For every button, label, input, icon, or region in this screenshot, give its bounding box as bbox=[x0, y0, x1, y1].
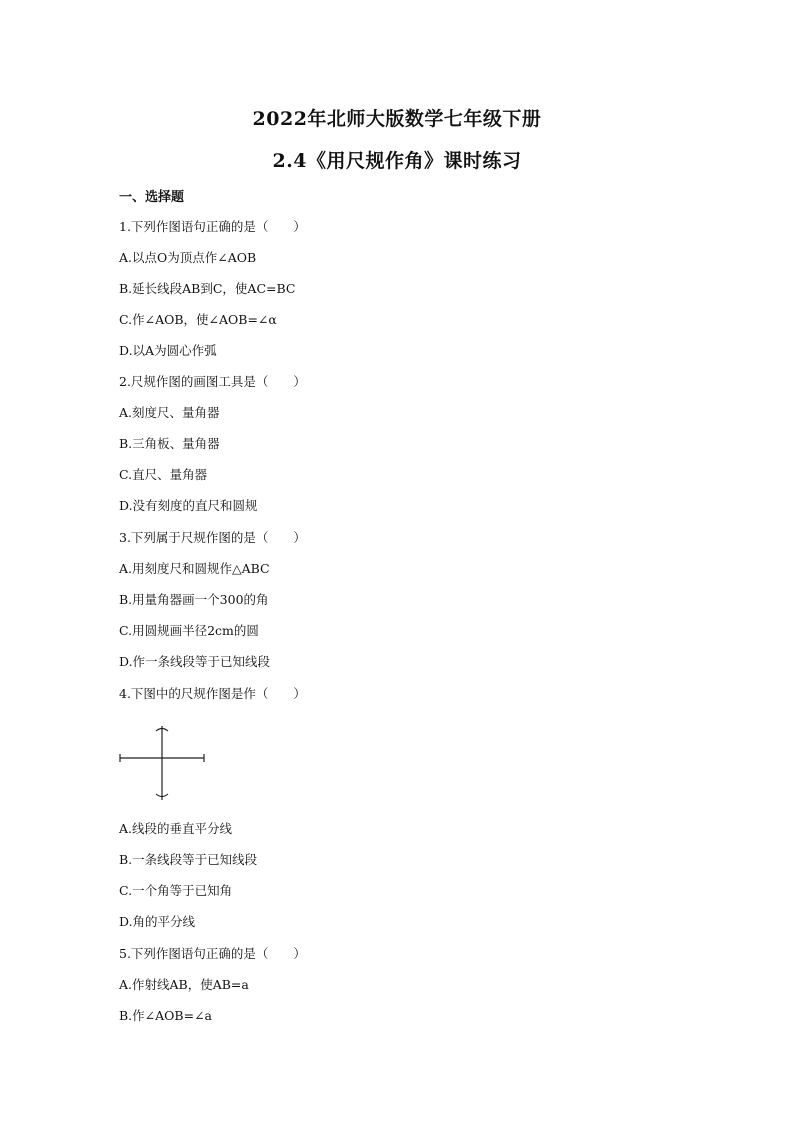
perpendicular-bisector-figure-icon bbox=[116, 714, 208, 806]
question-3-option-c: C.用圆规画半径2cm的圆 bbox=[119, 623, 259, 638]
section-heading: 一、选择题 bbox=[119, 190, 185, 205]
question-1-option-d: D.以A为圆心作弧 bbox=[119, 343, 217, 358]
question-3-option-a: A.用刻度尺和圆规作△ABC bbox=[119, 561, 270, 576]
question-3-option-d: D.作一条线段等于已知线段 bbox=[119, 654, 271, 669]
question-3-option-b: B.用量角器画一个300的角 bbox=[119, 592, 269, 607]
question-4-option-a: A.线段的垂直平分线 bbox=[119, 821, 233, 836]
question-4-option-b: B.一条线段等于已知线段 bbox=[119, 852, 258, 867]
question-2-option-d: D.没有刻度的直尺和圆规 bbox=[119, 498, 258, 513]
question-1-option-c: C.作∠AOB，使∠AOB=∠α bbox=[119, 312, 277, 327]
question-5-option-b: B.作∠AOB=∠a bbox=[119, 1008, 212, 1023]
question-2-option-b: B.三角板、量角器 bbox=[119, 436, 220, 451]
question-3-stem: 3.下列属于尺规作图的是（ ） bbox=[119, 530, 306, 545]
question-1-option-b: B.延长线段AB到C，使AC=BC bbox=[119, 281, 296, 296]
question-5-option-a: A.作射线AB，使AB=a bbox=[119, 977, 249, 992]
question-2-stem: 2.尺规作图的画图工具是（ ） bbox=[119, 374, 306, 389]
question-4-stem: 4.下图中的尺规作图是作（ ） bbox=[119, 686, 306, 701]
question-2-option-c: C.直尺、量角器 bbox=[119, 467, 208, 482]
question-4-option-d: D.角的平分线 bbox=[119, 914, 196, 929]
question-1-option-a: A.以点O为顶点作∠AOB bbox=[119, 250, 257, 265]
construction-figure-icon bbox=[116, 714, 208, 806]
question-4-option-c: C.一个角等于已知角 bbox=[119, 883, 233, 898]
question-5-stem: 5.下列作图语句正确的是（ ） bbox=[119, 946, 306, 961]
page-title: 2022年北师大版数学七年级下册 bbox=[252, 108, 542, 130]
question-2-option-a: A.刻度尺、量角器 bbox=[119, 405, 220, 420]
page-subtitle: 2.4《用尺规作角》课时练习 bbox=[272, 150, 522, 172]
question-1-stem: 1.下列作图语句正确的是（ ） bbox=[119, 219, 306, 234]
